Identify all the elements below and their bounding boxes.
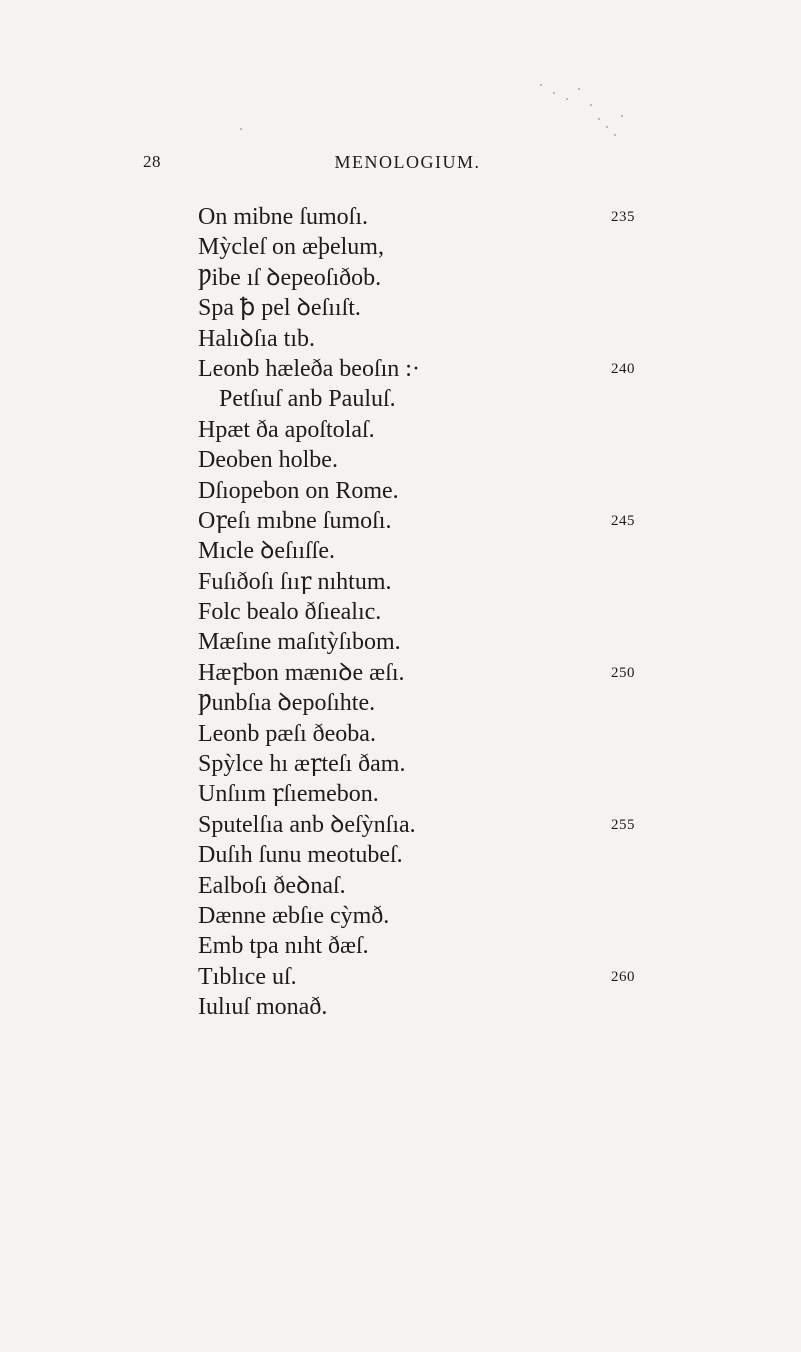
- verse-text: Fuſıðoſı ſııꝼ nıhtum.: [198, 568, 392, 595]
- verse-text: Hæꝼbon mænıꝺe æſı.: [198, 659, 405, 686]
- verse-line: [198, 324, 718, 354]
- verse-text: Oꝼeſı mıbne ſumoſı.: [198, 507, 392, 534]
- running-title: MENOLOGIUM.: [334, 152, 481, 172]
- verse-text: Spa ꝥ pel ꝺeſııſt.: [198, 295, 361, 322]
- line-number: 255: [611, 816, 635, 833]
- verse-text: Hpæt ða apoſtolaſ.: [198, 416, 375, 443]
- verse-line: [198, 719, 718, 749]
- verse-line: [198, 567, 718, 597]
- line-number: 250: [611, 664, 635, 681]
- verse-text: Emb tpa nıht ðæſ.: [198, 933, 369, 960]
- verse-line: [198, 688, 718, 718]
- ink-speck: [606, 126, 608, 128]
- verse-text: Mæſıne maſıtỳſıbom.: [198, 629, 401, 656]
- verse-line: [198, 202, 718, 232]
- verse-line: [198, 476, 718, 506]
- verse-line: [198, 779, 718, 809]
- verse-text: Duſıh ſunu meotubeſ.: [198, 842, 403, 869]
- verse-line: [198, 597, 718, 627]
- verse-line: [198, 293, 718, 323]
- ink-speck: [621, 115, 623, 117]
- line-number: 240: [611, 360, 635, 377]
- ink-speck: [240, 128, 242, 130]
- verse-line: [198, 840, 718, 870]
- verse-text: Petſıuſ anb Pauluſ.: [219, 386, 396, 413]
- verse-text: Dænne æbſıe cỳmð.: [198, 902, 390, 929]
- verse-text: Ƿibe ıſ ꝺepeoſıðob.: [198, 264, 382, 291]
- ink-speck: [553, 92, 555, 94]
- ink-speck: [590, 104, 592, 106]
- verse-text: Ƿunbſıa ꝺepoſıhte.: [198, 690, 376, 717]
- verse-line: [198, 232, 718, 262]
- verse-text: On mibne ſumoſı.: [198, 204, 368, 230]
- page-number: 28: [143, 152, 161, 171]
- verse-text: Deoben holbe.: [198, 447, 338, 474]
- verse-text: Spỳlce hı æꝼteſı ðam.: [198, 751, 406, 778]
- verse-line: [198, 962, 718, 992]
- line-number: 235: [611, 209, 635, 225]
- page-header: [0, 152, 801, 182]
- verse-line: [198, 536, 718, 566]
- verse-text: Sputelſıa anb ꝺeſỳnſıa.: [198, 811, 416, 838]
- verse-text: Mıcle ꝺeſııſſe.: [198, 538, 336, 565]
- verse-line: [198, 931, 718, 961]
- verse-line: [198, 810, 718, 840]
- verse-line: [198, 354, 718, 384]
- verse-line: [198, 871, 718, 901]
- verse-line: [198, 263, 718, 293]
- verse-line: [198, 749, 718, 779]
- verse-block: [198, 202, 718, 1023]
- verse-text: Unſıım ꝼſıemebon.: [198, 781, 379, 808]
- verse-text: Folc bealo ðſıealıc.: [198, 599, 382, 626]
- verse-line: [198, 658, 718, 688]
- verse-text: Halıꝺſıa tıb.: [198, 325, 316, 352]
- verse-text: Iulıuſ monað.: [198, 994, 328, 1021]
- verse-line: [198, 415, 718, 445]
- verse-text: Tıblıce uſ.: [198, 963, 297, 990]
- verse-line: [198, 992, 718, 1022]
- line-number: 260: [611, 968, 635, 985]
- verse-line: [198, 445, 718, 475]
- ink-speck: [614, 134, 616, 136]
- verse-text: Leonb pæſı ðeoba.: [198, 720, 376, 747]
- ink-speck: [566, 98, 568, 100]
- verse-text: Ealboſı ðeꝺnaſ.: [198, 872, 346, 899]
- verse-line: [198, 627, 718, 657]
- verse-text: Leonb hæleða beoſın :·: [198, 355, 420, 382]
- ink-speck: [578, 88, 580, 90]
- ink-speck: [540, 84, 542, 86]
- verse-text: Dſıopebon on Rome.: [198, 477, 399, 504]
- verse-line: [198, 384, 718, 414]
- verse-line: [198, 901, 718, 931]
- line-number: 245: [611, 512, 635, 529]
- ink-speck: [598, 118, 600, 120]
- verse-line: [198, 506, 718, 536]
- verse-text: Mỳcleſ on æþelum,: [198, 234, 384, 261]
